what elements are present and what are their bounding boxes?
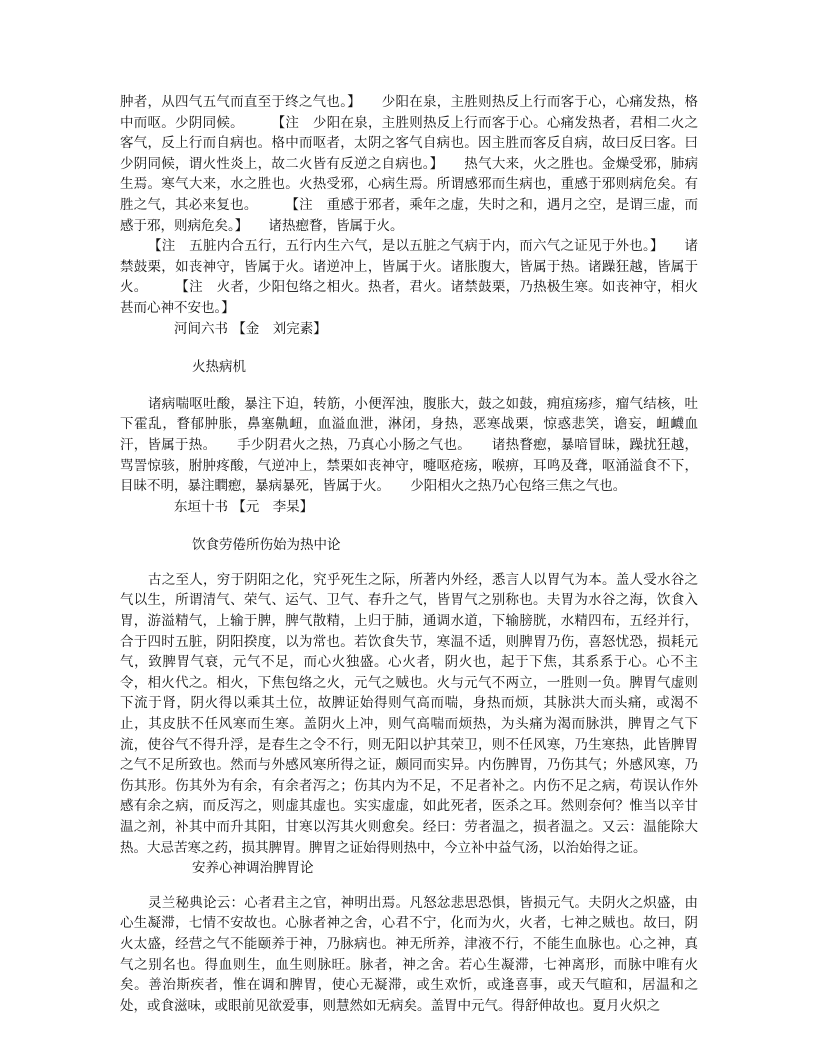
spacer [120,339,698,357]
paragraph-huore-bingji: 诸病喘呕吐酸，暴注下迫，转筋，小便浑浊，腹胀大，鼓之如鼓，痈疽疡疹，瘤气结核，吐下霍乱，瞀郁肿胀，鼻塞鼽衄，血溢血泄，淋闭，身热，恶寒战栗，惊惑悲笑，谵妄，衄衊血汗，皆属于热。 手少阴君火之热，乃真心小肠之气也。 诸热瞀瘛，暴喑冒昧，躁扰狂越，骂詈惊骇，胕肿疼酸，气逆冲上，禁栗如丧神守，嚏呕疮疡，喉痹，耳鸣及聋，呕涌溢食不下，目昧不明，暴注瞤瘛，暴病暴死，皆属于火。 少阳相火之热乃心包络三焦之气也。 [120,395,698,495]
spacer [120,517,698,535]
paragraph-yinshi-laojuan: 古之至人，穷于阴阳之化，究乎死生之际，所著内外经，悉言人以胃气为本。盖人受水谷之气以生，所谓清气、荣气、运气、卫气、春升之气，皆胃气之别称也。夫胃为水谷之海，饮食入胃，游溢精气，上输于脾，脾气散精，上归于肺，通调水道，下输膀胱，水精四布，五经并行，合于四时五脏，阴阳揆度，以为常也。若饮食失节，寒温不适，则脾胃乃伤，喜怒忧恐，损耗元气，致脾胃气衰，元气不足，而心火独盛。心火者，阴火也，起于下焦，其系系于心。心不主令，相火代之。相火，下焦包络之火，元气之贼也。火与元气不两立，一胜则一负。脾胃气虚则下流于肾，阴火得以乘其土位，故脾证始得则气高而喘，身热而烦，其脉洪大而头痛，或渴不止，其皮肤不任风寒而生寒。盖阴火上冲，则气高喘而烦热，为头痛为渴而脉洪，脾胃之气下流，使谷气不得升浮，是春生之令不行，则无阳以护其荣卫，则不任风寒，乃生寒热，此皆脾胃之气不足所致也。然而与外感风寒所得之证，颇同而实异。内伤脾胃，乃伤其气；外感风寒，乃伤其形。伤其外为有余，有余者泻之；伤其内为不足，不足者补之。内伤不足之病，苟误认作外感有余之病，而反泻之，则虚其虚也。实实虚虚，如此死者，医杀之耳。然则奈何？惟当以辛甘温之剂，补其中而升其阳，甘寒以泻其火则愈矣。经曰：劳者温之，损者温之。又云：温能除大热。大忌苦寒之药，损其脾胃。脾胃之证始得则热中，今立补中益气汤，以治始得之证。 [120,571,698,856]
heading-anyang-xinshen: 安养心神调治脾胃论 [192,860,314,877]
paragraph-neijing-notes: 【注 五脏内合五行，五行内生六气，是以五脏之气病于内，而六气之证见于外也。】 诸禁鼓栗，如丧神守，皆属于火。诸逆冲上，皆属于火。诸胀腹大，皆属于热。诸躁狂越，皆属于火。 【注 火者，少阳包络之相火。热者，君火。诸禁鼓栗，乃热极生寒。如丧神守，相火甚而心神不安也。】 [120,238,698,316]
paragraph-anyang-xinshen: 灵兰秘典论云：心者君主之官，神明出焉。凡怒忿悲思恐惧，皆损元气。夫阴火之炽盛，由心生凝滞，七情不安故也。心脉者神之舍，心君不宁，化而为火，火者，七神之贼也。故曰，阴火太盛，经营之气不能颐养于神，乃脉病也。神无所养，津液不行，不能生血脉也。心之神，真气之别名也。得血则生，血生则脉旺。脉者，神之舍。若心生凝滞，七神离形，而脉中唯有火矣。善治斯疾者，惟在调和脾胃，使心无凝滞，或生欢忻，或逢喜事，或天气暄和，居温和之处，或食滋味，或眼前见欲爱事，则慧然如无病矣。盖胃中元气。得舒伸故也。夏月火炽之 [120,894,698,1014]
spacer [120,879,698,893]
heading-yinshi-laojuan: 饮食劳倦所伤始为热中论 [192,537,341,554]
source-hejian-liushu: 河间六书 【金 刘完素】 [174,320,327,337]
paragraph-neijing-continuation: 肿者，从四气五气而直至于终之气也。】 少阳在泉，主胜则热反上行而客于心，心痛发热，格中而呕。少阴同候。 【注 少阳在泉，主胜则热反上行而客于心。心痛发热者，君相二火之客气，反上行而自病也。格中而呕者，太阴之客气自病也。因主胜而客反自病，故曰反曰客。曰少阴同候，谓火性炎上，故二火皆有反逆之自病也。】 热气大来，火之胜也。金燥受邪，肺病生焉。寒气大来，水之胜也。火热受邪，心病生焉。所谓感邪而生病也，重感于邪则病危矣。有胜之气，其必来复也。 【注 重感于邪者，乘年之虚，失时之和，遇月之空，是谓三虚，而感于邪，则病危矣。】 诸热瘛瞀，皆属于火。 [120,94,698,234]
document-page [120,92,698,1016]
source-dongyuan-shishu: 东垣十书 【元 李杲】 [174,498,314,515]
spacer [120,378,698,394]
heading-huore-bingji: 火热病机 [192,359,246,376]
spacer [120,556,698,570]
